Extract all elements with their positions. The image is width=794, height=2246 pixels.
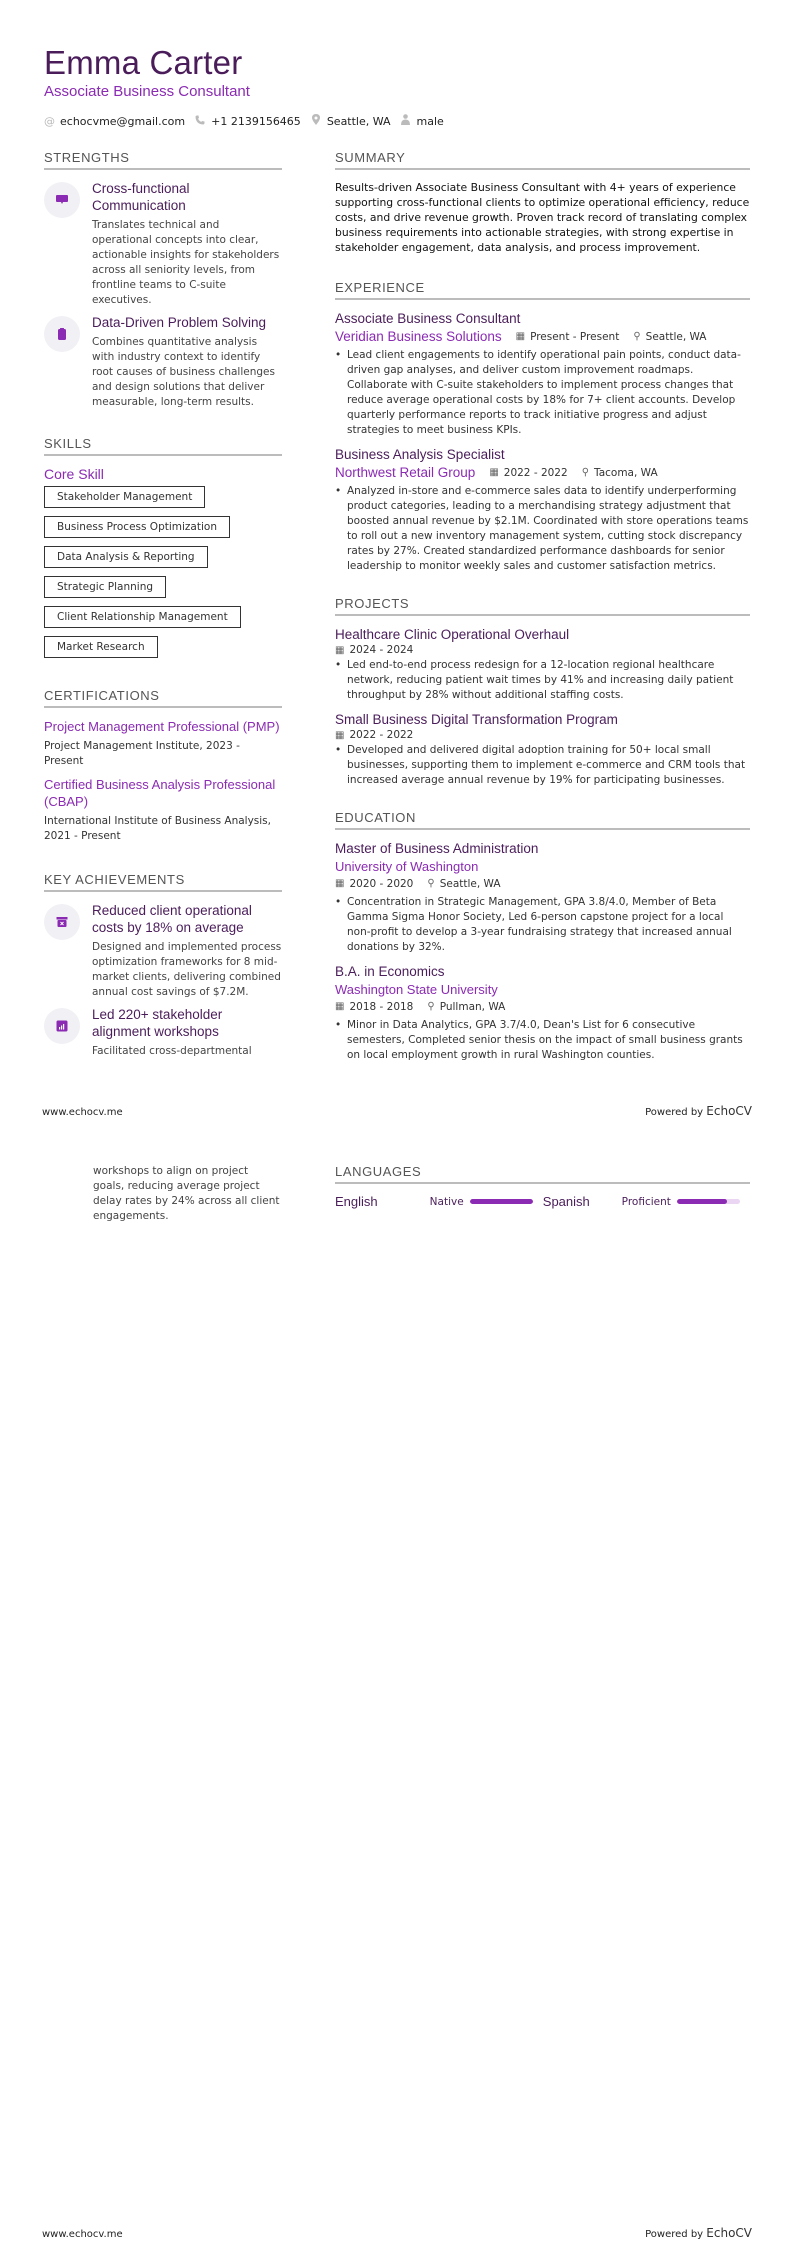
page-footer xyxy=(42,2226,752,2240)
archive-box-icon xyxy=(44,904,80,940)
project-title: Healthcare Clinic Operational Overhaul xyxy=(335,627,570,642)
experience-item xyxy=(335,310,750,438)
left-column xyxy=(44,150,282,1065)
language-name: English xyxy=(335,1194,378,1209)
right-column-page2 xyxy=(335,1164,750,1209)
section-heading: KEY ACHIEVEMENTS xyxy=(44,872,282,892)
language-bar xyxy=(470,1199,533,1204)
achievement-desc-continued: workshops to align on project goals, reducing average project delay rates by 24% across all client engagements. xyxy=(93,1165,280,1222)
skills-section xyxy=(44,436,282,666)
section-heading: EXPERIENCE xyxy=(335,280,750,300)
location-text: Seattle, WA xyxy=(326,114,391,128)
degree-title: Master of Business Administration xyxy=(335,841,539,856)
project-item xyxy=(335,626,750,703)
achievement-title: Reduced client operational costs by 18% on average xyxy=(92,903,252,935)
strength-item xyxy=(44,180,282,308)
location-pin-icon: ⚲ xyxy=(581,467,590,478)
calendar-icon: ▦ xyxy=(489,467,499,478)
projects-section xyxy=(335,596,750,788)
edu-location: Pullman, WA xyxy=(439,1001,506,1013)
summary-section xyxy=(335,150,750,255)
cert-org: International Institute of Business Analysis, 2021 - Present xyxy=(44,815,271,842)
company-name: Northwest Retail Group xyxy=(335,465,476,480)
section-heading: SUMMARY xyxy=(335,150,750,170)
bar-chart-icon xyxy=(44,1008,80,1044)
job-title: Business Analysis Specialist xyxy=(335,447,505,462)
edu-location: Seattle, WA xyxy=(439,878,501,890)
calendar-icon: ▦ xyxy=(335,878,345,889)
job-location: Tacoma, WA xyxy=(594,467,658,479)
skill-tag: Data Analysis & Reporting xyxy=(44,546,208,568)
right-column xyxy=(335,150,750,1071)
strength-desc: Translates technical and operational concepts into clear, actionable insights for stakeholders across all seniority levels, from frontline teams to C-suite executives. xyxy=(92,219,280,306)
phone-icon xyxy=(195,115,205,128)
language-bar xyxy=(677,1199,740,1204)
languages-list xyxy=(335,1194,750,1209)
skill-tag: Business Process Optimization xyxy=(44,516,230,538)
brand-name: EchoCV xyxy=(706,1104,752,1118)
strength-title: Cross-functional Communication xyxy=(92,181,190,213)
candidate-title: Associate Business Consultant xyxy=(44,83,250,100)
certifications-section xyxy=(44,688,282,844)
job-bullet: Analyzed in-store and e-commerce sales data to identify underperforming product categories, leading to a merchandising strategy adjustment that boosted annual revenue by $2.1M. Coordinated with store operations teams to roll out a new inventory management system, cutting stock discrepancy rates by 27%. Created standardized performance dashboards for senior leadership to monitor weekly sales and customer satisfaction metrics. xyxy=(347,485,749,572)
contact-bar xyxy=(44,114,444,128)
education-item xyxy=(335,963,750,1063)
achievement-item xyxy=(44,902,282,1000)
gender-text: male xyxy=(416,114,444,128)
email-text: echocvme@gmail.com xyxy=(60,114,186,128)
company-name: Veridian Business Solutions xyxy=(335,329,502,344)
calendar-icon: ▦ xyxy=(335,729,345,741)
section-heading: PROJECTS xyxy=(335,596,750,616)
calendar-icon: ▦ xyxy=(335,644,345,656)
cert-title: Project Management Professional (PMP) xyxy=(44,719,280,734)
contact-gender xyxy=(401,114,444,128)
project-title: Small Business Digital Transformation Program xyxy=(335,712,618,727)
brand-name: EchoCV xyxy=(706,2226,752,2240)
edu-dates: 2018 - 2018 xyxy=(349,1001,414,1013)
edu-dates: 2020 - 2020 xyxy=(349,878,414,890)
left-column-page2 xyxy=(44,1164,282,1224)
person-icon xyxy=(401,114,411,128)
location-pin-icon xyxy=(311,114,321,128)
section-heading: STRENGTHS xyxy=(44,150,282,170)
education-item xyxy=(335,840,750,955)
contact-phone[interactable] xyxy=(195,115,301,128)
page-footer xyxy=(42,1104,752,1118)
phone-text: +1 2139156465 xyxy=(211,114,301,128)
clipboard-icon xyxy=(44,316,80,352)
contact-email[interactable] xyxy=(44,115,185,128)
powered-prefix: Powered by xyxy=(645,2229,704,2240)
project-dates: 2022 - 2022 xyxy=(349,729,414,741)
skill-tag: Market Research xyxy=(44,636,158,658)
job-bullet: Lead client engagements to identify operational pain points, conduct data-driven gap analyses, and deliver custom improvement roadmaps. Collaborate with C-suite stakeholders to implement process changes that reduce average operational costs by 18% for 7+ client accounts. Develop quarterly performance reports to track initiative progress and adjust strategies to meet business KPIs. xyxy=(347,349,741,436)
bullet-icon: • xyxy=(335,1019,342,1031)
school-name: Washington State University xyxy=(335,982,498,997)
calendar-icon: ▦ xyxy=(335,1001,345,1012)
section-heading: CERTIFICATIONS xyxy=(44,688,282,708)
section-heading: LANGUAGES xyxy=(335,1164,750,1184)
cert-org: Project Management Institute, 2023 - Present xyxy=(44,740,240,767)
bullet-icon: • xyxy=(335,896,342,908)
languages-section xyxy=(335,1164,750,1209)
achievement-item xyxy=(44,1006,282,1059)
footer-url[interactable]: www.echocv.me xyxy=(42,1107,123,1118)
achievement-desc: Facilitated cross-departmental xyxy=(92,1045,252,1057)
calendar-icon: ▦ xyxy=(515,331,526,342)
language-level: Native xyxy=(429,1195,464,1208)
skill-tag: Stakeholder Management xyxy=(44,486,205,508)
job-title: Associate Business Consultant xyxy=(335,311,521,326)
skill-tag: Client Relationship Management xyxy=(44,606,241,628)
language-level: Proficient xyxy=(621,1195,671,1208)
skill-group-title: Core Skill xyxy=(44,466,104,482)
experience-item xyxy=(335,446,750,574)
powered-prefix: Powered by xyxy=(645,1107,704,1118)
skill-tag: Strategic Planning xyxy=(44,576,166,598)
skills-list xyxy=(44,486,282,666)
school-name: University of Washington xyxy=(335,859,479,874)
candidate-name: Emma Carter xyxy=(44,44,243,81)
strength-title: Data-Driven Problem Solving xyxy=(92,315,267,330)
cert-title: Certified Business Analysis Professional (CBAP) xyxy=(44,777,276,809)
bullet-icon: • xyxy=(335,349,342,361)
language-name: Spanish xyxy=(542,1194,590,1209)
footer-url[interactable]: www.echocv.me xyxy=(42,2229,123,2240)
strength-desc: Combines quantitative analysis with industry context to identify root causes of business challenges and design solutions that deliver measurable, long-term results. xyxy=(92,336,275,408)
job-dates: Present - Present xyxy=(530,331,620,343)
edu-bullet: Minor in Data Analytics, GPA 3.7/4.0, Dean's List for 6 consecutive semesters, Completed senior thesis on the impact of small business grants on local employment growth in rural Washington counties. xyxy=(347,1019,743,1061)
degree-title: B.A. in Economics xyxy=(335,964,445,979)
location-pin-icon: ⚲ xyxy=(427,1001,435,1012)
achievement-desc: Designed and implemented process optimization frameworks for 8 mid-market clients, delivering combined annual cost savings of $7.2M. xyxy=(92,941,282,998)
experience-section xyxy=(335,280,750,574)
project-dates: 2024 - 2024 xyxy=(349,644,414,656)
bullet-icon: • xyxy=(335,744,342,756)
project-bullet: Developed and delivered digital adoption training for 50+ local small businesses, supporting them to implement e-commerce and CRM tools that increased average annual revenue by 19% for participating businesses. xyxy=(347,744,746,786)
summary-text: Results-driven Associate Business Consultant with 4+ years of experience supporting cross-functional clients to optimize operational efficiency, reduce costs, and drive revenue growth. Proven track record of translating complex business requirements into actionable strategies, with strong expertise in stakeholder engagement, data analysis, and process improvement. xyxy=(335,181,750,254)
at-icon: @ xyxy=(44,114,55,128)
powered-by xyxy=(645,1104,752,1118)
contact-location xyxy=(311,114,391,128)
speech-bubble-icon xyxy=(44,182,80,218)
education-section xyxy=(335,810,750,1063)
strength-item xyxy=(44,314,282,410)
strengths-section xyxy=(44,150,282,410)
resume-header xyxy=(44,44,444,128)
achievement-title: Led 220+ stakeholder alignment workshops xyxy=(92,1007,223,1039)
job-location: Seattle, WA xyxy=(645,331,707,343)
section-heading: SKILLS xyxy=(44,436,282,456)
location-pin-icon: ⚲ xyxy=(427,878,435,889)
job-dates: 2022 - 2022 xyxy=(503,467,568,479)
project-item xyxy=(335,711,750,788)
bullet-icon: • xyxy=(335,485,342,497)
bullet-icon: • xyxy=(335,659,342,671)
achievements-section xyxy=(44,872,282,1059)
section-heading: EDUCATION xyxy=(335,810,750,830)
powered-by xyxy=(645,2226,752,2240)
edu-bullet: Concentration in Strategic Management, GPA 3.8/4.0, Member of Beta Gamma Sigma Honor Society, Led 6-person capstone project for a local non-profit to develop a 3-year fundraising strategy that increased annual donations by 32%. xyxy=(347,896,732,953)
project-bullet: Led end-to-end process redesign for a 12-location regional healthcare network, reducing patient wait times by 41% and increasing daily patient throughput by 28% without additional staffing costs. xyxy=(347,659,734,701)
location-pin-icon: ⚲ xyxy=(633,331,641,342)
